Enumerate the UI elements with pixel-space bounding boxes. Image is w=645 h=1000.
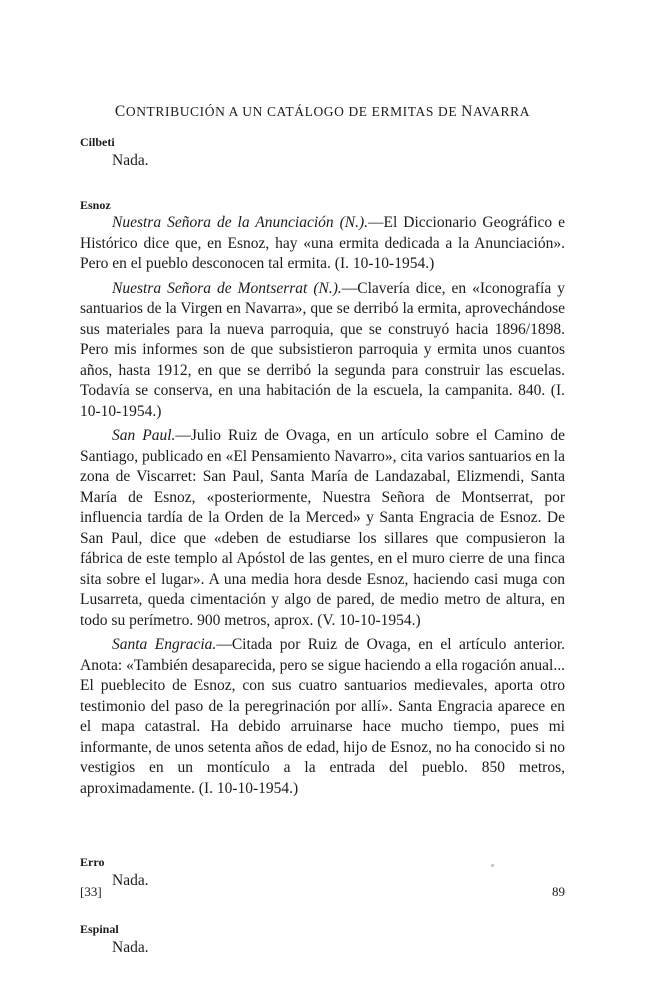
entry-erro: [80, 854, 565, 892]
entry-text: Nada.: [112, 939, 149, 956]
paragraph-san-paul: [80, 426, 565, 631]
paragraph-title: Santa Engracia.: [112, 636, 217, 653]
paragraph-santa-engracia: [80, 635, 565, 799]
page-number: 89: [552, 884, 565, 899]
paragraph-title: Nuestra Señora de Montserrat (N.).: [112, 279, 342, 297]
running-head-text-1: ONTRIBUCIÓN A UN CATÁLOGO DE ERMITAS DE: [125, 104, 462, 119]
entry-heading: Erro: [80, 855, 105, 869]
paragraph-text: —Julio Ruiz de Ovaga, en un artículo sobre el Camino de Santiago, publicado en «El Pensamiento Navarro», cita varios santuarios en la zona de Viscarret: San Paul, Santa María de Landazabal, Elizmendi, Santa María de Esnoz, «posteriormente, Nuestra Señora de Montserrat, por influencia tardía de la Orden de la Merced» y Santa Engracia de Esnoz. De San Paul, dice que «deben de estudiarse los sillares que compusieron la fábrica de este templo al Apóstol de las gentes, en el muro cierre de una finca sita sobre el lugar». A una media hora desde Esnoz, haciendo casi muga con Lusarreta, queda cimentación y algo de pared, de medio metro de altura, en todo su perímetro. 900 metros, aprox. (V. 10-10-1954.): [80, 427, 565, 629]
paragraph-title: Nuestra Señora de la Anunciación (N.).: [112, 214, 369, 231]
paragraph-text: —Citada por Ruiz de Ovaga, en el artículo anterior. Anota: «También desaparecida, pero se sigue haciendo a ella rogación anual... El pueblecito de Esnoz, con sus cuatro santuarios medievales, aporta otro testimonio del paso de la peregrinación por allí». Santa Engracia aparece en el mapa catastral. Ha debido arruinarse hace mucho tiempo, pues mi informante, de unos setenta años de edad, hijo de Esnoz, no ha conocido si no vestigios en un montículo a la entrada del pueblo. 850 metros, aproximadamente. (I. 10-10-1954.): [80, 636, 565, 797]
running-head-initial-2: N: [461, 103, 473, 120]
running-head: [80, 103, 565, 121]
entry-cilbeti: [80, 134, 565, 172]
entry-heading: Cilbeti: [80, 135, 115, 149]
paragraph-text: —Clavería dice, en «Iconografía y santuarios de la Virgen en Navarra», que se derribó la ermita, aprovechándose sus materiales para la nueva parroquia, que se construyó hacia 1896/1898. Pero mis informes son de que subsistieron parroquia y ermita unos cuantos años, hasta 1912, en que se derribó la segunda para construir las escuelas. Todavía se conserva, en una habitación de la escuela, la campanita. 840. (I. 10-10-1954.): [80, 279, 565, 420]
paragraph-anunciacion: [80, 213, 565, 275]
paragraph-title: San Paul.: [112, 427, 176, 444]
paragraph-text: —El Diccionario Geográfico e Histórico dice que, en Esnoz, hay «una ermita dedicada a la Anunciación». Pero en el pueblo desconocen tal ermita. (I. 10-10-1954.): [80, 214, 565, 272]
entry-esnoz: [80, 197, 565, 799]
paper-speck: [491, 864, 494, 867]
document-body: [80, 134, 565, 959]
entry-heading: Espinal: [80, 922, 119, 936]
running-head-initial-1: C: [114, 103, 126, 120]
running-head-text-2: AVARRA: [472, 104, 531, 119]
entry-text: Nada.: [112, 152, 149, 169]
entry-heading: Esnoz: [80, 198, 111, 212]
paragraph-montserrat: [80, 279, 565, 423]
entry-espinal: [80, 921, 565, 959]
section-number: [33]: [80, 884, 102, 899]
entry-text: Nada.: [112, 872, 149, 889]
